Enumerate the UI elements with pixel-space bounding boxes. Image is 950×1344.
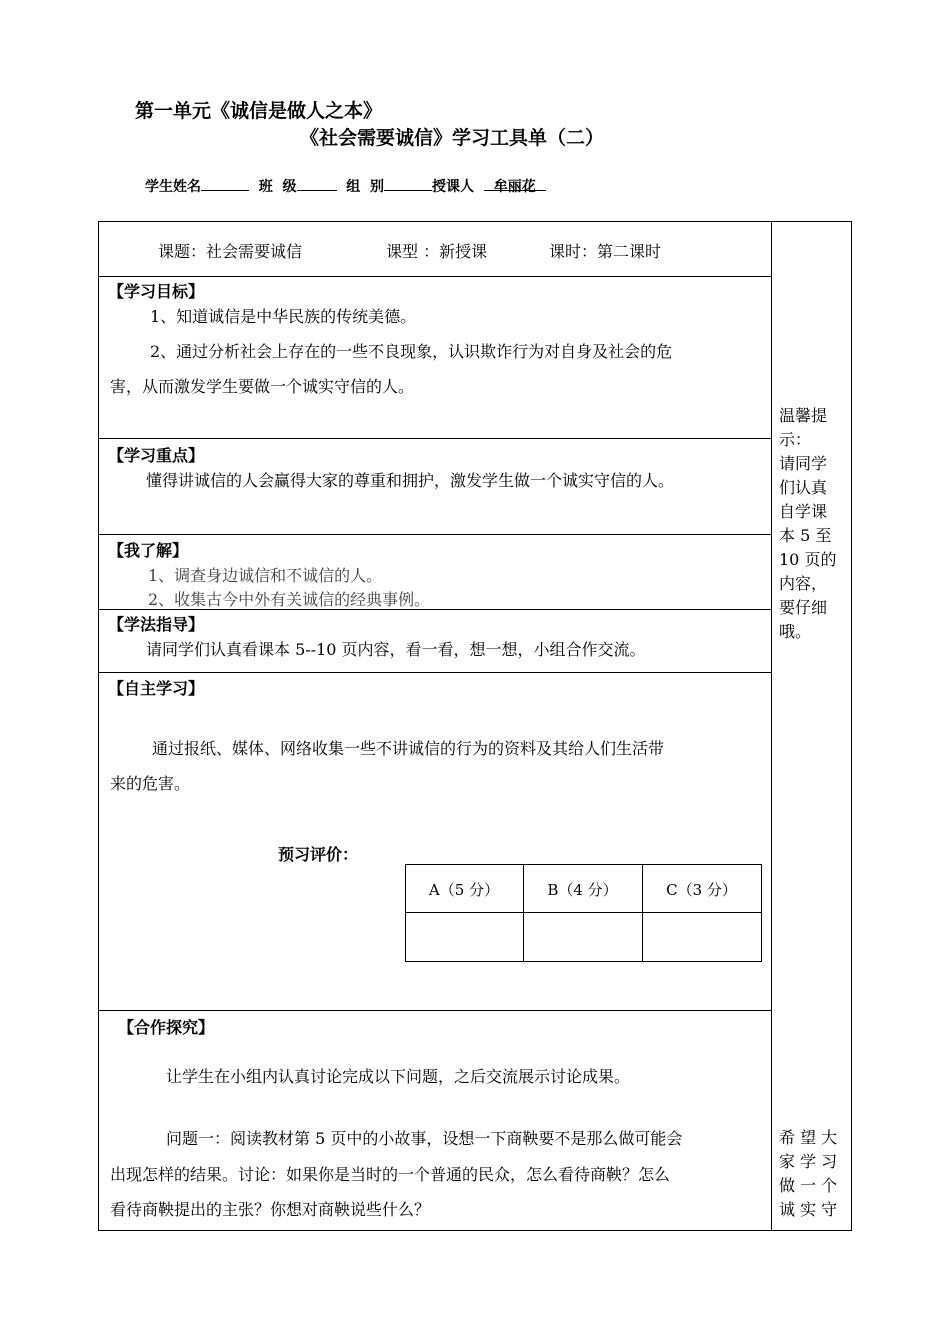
grade-c-label: C（3 分） [666, 881, 737, 899]
group-label: 组 别 [346, 179, 384, 195]
warm-tip [779, 404, 843, 644]
lesson-topic: 课题：社会需要诚信 [158, 242, 303, 261]
tip-line: 温馨提 [779, 406, 828, 425]
teacher-label: 授课人 [432, 179, 474, 195]
understand-item-1: 1、调查身边诚信和不诚信的人。 [148, 566, 383, 585]
unit-title: 第一单元《诚信是做人之本》 [135, 100, 383, 122]
row-divider [98, 438, 772, 439]
student-name-label: 学生姓名 [145, 179, 201, 195]
self-study-heading: 【自主学习】 [108, 679, 205, 698]
grade-b-label: B（4 分） [547, 881, 618, 899]
lesson-type: 课型 ：新授课 [386, 242, 488, 261]
student-name-blank[interactable] [201, 176, 249, 191]
focus-heading: 【学习重点】 [108, 446, 205, 465]
table-border-top [98, 221, 852, 222]
tip-line: 10 页的 [779, 550, 837, 569]
teacher-name: 牟丽花 [484, 176, 546, 191]
question-1-line-2: 出现怎样的结果。讨论：如果你是当时的一个普通的民众，怎么看待商鞅？怎么 [110, 1165, 671, 1184]
objectives-heading: 【学习目标】 [108, 282, 205, 301]
student-info-row [145, 176, 546, 196]
grid-line [405, 864, 762, 865]
row-divider [98, 1010, 772, 1011]
row-divider [98, 672, 772, 673]
tip-line: 内容， [779, 574, 828, 593]
hope-note [779, 1126, 843, 1222]
class-label: 班 级 [258, 179, 297, 195]
group-blank[interactable] [384, 176, 432, 191]
tip-line: 们认真 [779, 478, 828, 497]
grade-b-cell[interactable] [524, 913, 642, 961]
preview-eval-label: 预习评价： [278, 845, 359, 864]
row-divider [98, 534, 772, 535]
self-study-line-1: 通过报纸、媒体、网络收集一些不讲诚信的行为的资料及其给人们生活带 [152, 739, 665, 758]
class-blank[interactable] [297, 176, 337, 191]
method-text: 请同学们认真看课本 5--10 页内容，看一看，想一想，小组合作交流。 [146, 640, 646, 659]
tip-line: 自学课 [779, 502, 828, 521]
hope-line: 家 学 习 [779, 1152, 838, 1171]
grid-line [761, 864, 762, 962]
table-border-left [98, 221, 99, 1231]
tip-line: 要仔细 [779, 598, 828, 617]
hope-line: 诚 实 守 [779, 1200, 838, 1219]
objective-item-2-line-1: 2、通过分析社会上存在的一些不良现象，认识欺诈行为对自身及社会的危 [150, 342, 673, 361]
lesson-period: 课时：第二课时 [549, 242, 662, 261]
understand-heading: 【我了解】 [108, 541, 189, 560]
tip-line: 示： [779, 430, 812, 449]
table-border-bottom [98, 1230, 852, 1231]
question-1-line-1: 问题一：阅读教材第 5 页中的小故事，设想一下商鞅要不是那么做可能会 [166, 1129, 683, 1148]
row-divider [98, 276, 772, 277]
tip-line: 本 5 至 [779, 526, 832, 545]
sidebar-divider [771, 221, 772, 1231]
tip-line: 请同学 [779, 454, 828, 473]
table-border-right [851, 221, 852, 1231]
grid-line [405, 961, 762, 962]
focus-text: 懂得讲诚信的人会赢得大家的尊重和拥护，激发学生做一个诚实守信的人。 [146, 471, 675, 490]
hope-line: 希 望 大 [779, 1128, 838, 1147]
method-heading: 【学法指导】 [108, 615, 205, 634]
hope-line: 做 一 个 [779, 1176, 838, 1195]
grade-a-label: A（5 分） [428, 881, 500, 899]
self-study-line-2: 来的危害。 [110, 774, 191, 793]
understand-item-2: 2、收集古今中外有关诚信的经典事例。 [148, 590, 431, 609]
objective-item-1: 1、知道诚信是中华民族的传统美德。 [150, 307, 417, 326]
grade-c-cell[interactable] [643, 913, 761, 961]
objective-item-2-line-2: 害，从而激发学生要做一个诚实守信的人。 [110, 377, 415, 396]
grade-a-cell[interactable] [406, 913, 523, 961]
cooperation-intro: 让学生在小组内认真讨论完成以下问题，之后交流展示讨论成果。 [166, 1067, 631, 1086]
question-1-line-3: 看待商鞅提出的主张？你想对商鞅说些什么？ [110, 1200, 431, 1219]
tip-line: 哦。 [779, 622, 812, 641]
sheet-title: 《社会需要诚信》学习工具单（二） [300, 127, 605, 149]
cooperation-heading: 【合作探究】 [118, 1018, 215, 1037]
